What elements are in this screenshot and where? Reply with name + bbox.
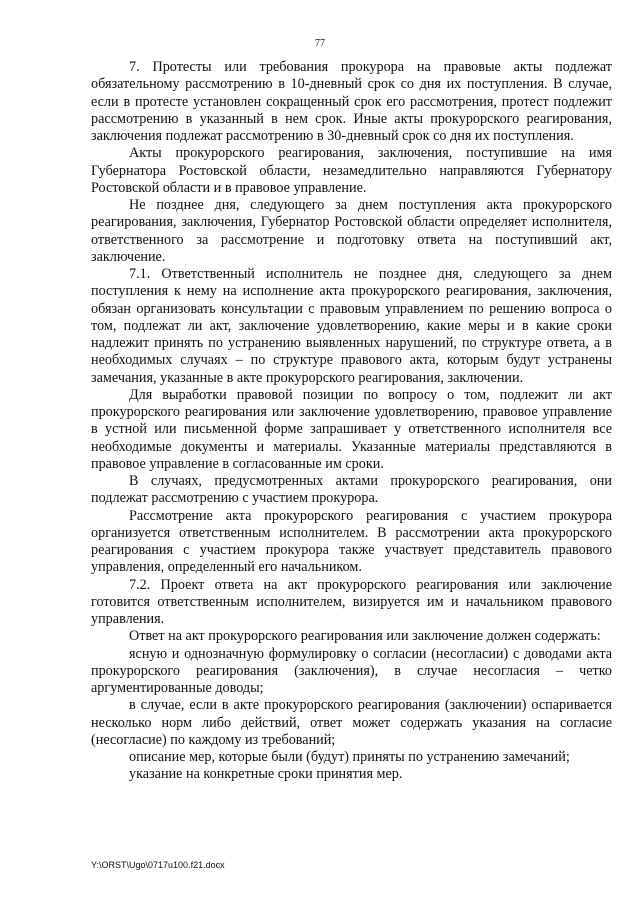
paragraph-executor-assignment: Не позднее дня, следующего за днем поступления акта прокурорского реагирования, заключения, Губернатор Ростовской области определяет исполнителя, ответственного за рассмотрение и подготовку ответа на поступивший акт, заключение. (91, 197, 612, 265)
paragraph-governor-acts: Акты прокурорского реагирования, заключения, поступившие на имя Губернатора Ростовской области, незамедлительно направляются Губернатору Ростовской области и в правовое управление. (91, 145, 612, 196)
paragraph-7: 7. Протесты или требования прокурора на правовые акты подлежат обязательному рассмотрению в 10-дневный срок со дня их поступления. В случае, если в протесте установлен сокращенный срок его рассмотрения, протест подлежит рассмотрению в указанный в нем срок. Иные акты прокурорского реагирования, заключения подлежат рассмотрению в 30-дневный срок со дня их поступления. (91, 59, 612, 144)
list-item-deadlines: указание на конкретные сроки принятия мер. (129, 766, 403, 783)
paragraph-legal-position: Для выработки правовой позиции по вопросу о том, подлежит ли акт прокурорского реагирования или заключение удовлетворению, правовое управление в устной или письменной форме запрашивает у ответственного исполнителя все необходимые документы и материалы. Указанные материалы представляются в правовое управление в согласованные им сроки. (91, 386, 612, 472)
page-number: 77 (315, 38, 325, 49)
paragraph-7-1: 7.1. Ответственный исполнитель не позднее дня, следующего за днем поступления к нему на исполнение акта прокурорского реагирования, заключения, обязан организовать консультации с правовым управлением по решению вопроса о том, подлежат ли акт, заключение удовлетворению, какие меры и в какие сроки надлежит принять по устранению выявленных нарушений, по структуре ответа, а в необходимых случаях – по структуре правового акта, которым будут устранены замечания, указанные в акте прокурорского реагирования, заключении. (91, 266, 612, 386)
paragraph-answer-content: Ответ на акт прокурорского реагирования или заключение должен содержать: (129, 628, 601, 645)
list-item-measures: описание мер, которые были (будут) приняты по устранению замечаний; (129, 749, 570, 765)
paragraph-7-2: 7.2. Проект ответа на акт прокурорского реагирования или заключение готовится ответственным исполнителем, визируется им и начальником правового управления. (91, 576, 612, 627)
footer-file-path: Y:\ORST\Ugo\0717u100.f21.docx (91, 860, 225, 870)
list-item-multiple-norms: в случае, если в акте прокурорского реагирования (заключении) оспаривается несколько норм либо действий, ответ может содержать указания на согласие (несогласие) по каждому из требований; (91, 697, 612, 748)
list-item-formulation: ясную и однозначную формулировку о согласии (несогласии) с доводами акта прокурорского реагирования (заключения), в случае несогласия – четко аргументированные доводы; (91, 645, 612, 696)
paragraph-review-organization: Рассмотрение акта прокурорского реагирования с участием прокурора организуется ответственным исполнителем. В рассмотрении акта прокурорского реагирования с участием прокурора также участвует представитель правового управления, определенный его начальником. (91, 507, 612, 576)
document-body (91, 59, 612, 784)
paragraph-prosecutor-participation: В случаях, предусмотренных актами прокурорского реагирования, они подлежат рассмотрению с участием прокурора. (91, 473, 612, 507)
